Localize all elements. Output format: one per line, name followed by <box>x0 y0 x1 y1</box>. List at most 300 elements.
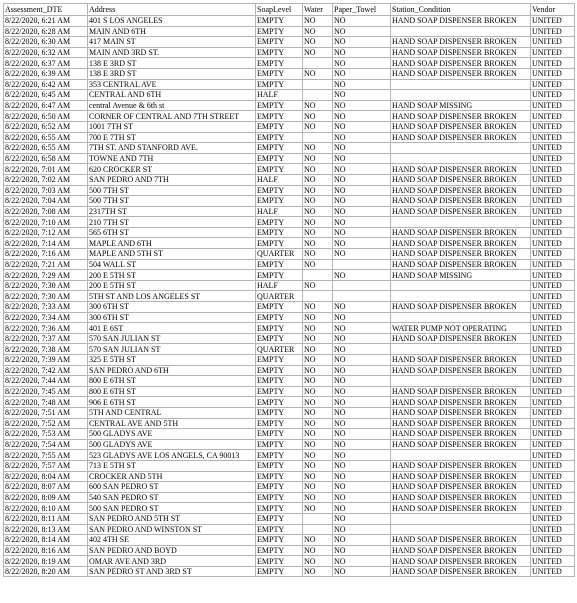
cell-water <box>303 90 333 101</box>
cell-water: NO <box>303 545 333 556</box>
cell-address: SAN PEDRO ST AND 3RD ST <box>88 566 256 577</box>
cell-vendor: UNITED <box>531 249 575 260</box>
cell-soap-level: EMPTY <box>256 227 303 238</box>
cell-water: NO <box>303 535 333 546</box>
cell-vendor: UNITED <box>531 238 575 249</box>
cell-water <box>303 524 333 535</box>
cell-water: NO <box>303 386 333 397</box>
cell-assessment-dte: 8/22/2020, 7:51 AM <box>4 407 88 418</box>
cell-water: NO <box>303 185 333 196</box>
cell-station-condition: HAND SOAP DISPENSER BROKEN <box>391 471 531 482</box>
table-row <box>4 513 575 524</box>
cell-assessment-dte: 8/22/2020, 7:45 AM <box>4 386 88 397</box>
cell-station-condition: HAND SOAP DISPENSER BROKEN <box>391 545 531 556</box>
cell-station-condition: HAND SOAP DISPENSER BROKEN <box>391 460 531 471</box>
table-row <box>4 47 575 58</box>
table-row <box>4 227 575 238</box>
table-row <box>4 270 575 281</box>
cell-vendor: UNITED <box>531 259 575 270</box>
cell-address: 300 6TH ST <box>88 312 256 323</box>
cell-soap-level: EMPTY <box>256 68 303 79</box>
table-row <box>4 249 575 260</box>
cell-paper-towel: NO <box>333 418 391 429</box>
cell-station-condition <box>391 26 531 37</box>
cell-assessment-dte: 8/22/2020, 7:08 AM <box>4 206 88 217</box>
cell-vendor: UNITED <box>531 513 575 524</box>
cell-paper-towel: NO <box>333 482 391 493</box>
cell-assessment-dte: 8/22/2020, 6:55 AM <box>4 143 88 154</box>
cell-water: NO <box>303 429 333 440</box>
cell-assessment-dte: 8/22/2020, 7:53 AM <box>4 429 88 440</box>
cell-soap-level: QUARTER <box>256 344 303 355</box>
cell-station-condition: HAND SOAP DISPENSER BROKEN <box>391 196 531 207</box>
cell-vendor: UNITED <box>531 47 575 58</box>
cell-paper-towel: NO <box>333 111 391 122</box>
cell-soap-level: EMPTY <box>256 418 303 429</box>
cell-vendor: UNITED <box>531 164 575 175</box>
cell-address: 1001 7TH ST <box>88 121 256 132</box>
table-row <box>4 450 575 461</box>
cell-soap-level: EMPTY <box>256 238 303 249</box>
table-row <box>4 217 575 228</box>
cell-address: 417 MAIN ST <box>88 37 256 48</box>
cell-paper-towel: NO <box>333 365 391 376</box>
cell-water: NO <box>303 196 333 207</box>
cell-water: NO <box>303 174 333 185</box>
cell-station-condition: HAND SOAP DISPENSER BROKEN <box>391 259 531 270</box>
cell-station-condition: HAND SOAP DISPENSER BROKEN <box>391 365 531 376</box>
cell-vendor: UNITED <box>531 100 575 111</box>
cell-water: NO <box>303 439 333 450</box>
cell-station-condition <box>391 450 531 461</box>
cell-address: CENTRAL AVE AND 5TH <box>88 418 256 429</box>
cell-soap-level: EMPTY <box>256 153 303 164</box>
cell-assessment-dte: 8/22/2020, 7:48 AM <box>4 397 88 408</box>
cell-soap-level: QUARTER <box>256 291 303 302</box>
table-row <box>4 535 575 546</box>
cell-assessment-dte: 8/22/2020, 7:57 AM <box>4 460 88 471</box>
cell-assessment-dte: 8/22/2020, 6:50 AM <box>4 111 88 122</box>
col-station-condition[interactable]: Station_Condition <box>391 4 531 16</box>
cell-assessment-dte: 8/22/2020, 7:39 AM <box>4 355 88 366</box>
cell-vendor: UNITED <box>531 79 575 90</box>
cell-water: NO <box>303 227 333 238</box>
cell-station-condition <box>391 153 531 164</box>
table-row <box>4 429 575 440</box>
cell-paper-towel: NO <box>333 471 391 482</box>
cell-assessment-dte: 8/22/2020, 7:04 AM <box>4 196 88 207</box>
cell-assessment-dte: 8/22/2020, 7:21 AM <box>4 259 88 270</box>
cell-paper-towel: NO <box>333 312 391 323</box>
cell-vendor: UNITED <box>531 302 575 313</box>
col-address[interactable]: Address <box>88 4 256 16</box>
cell-vendor: UNITED <box>531 450 575 461</box>
col-water[interactable]: Water <box>303 4 333 16</box>
cell-vendor: UNITED <box>531 333 575 344</box>
table-row <box>4 439 575 450</box>
cell-water: NO <box>303 344 333 355</box>
cell-soap-level: HALF <box>256 206 303 217</box>
cell-soap-level: EMPTY <box>256 439 303 450</box>
cell-address: 200 E 5TH ST <box>88 270 256 281</box>
table-row <box>4 100 575 111</box>
col-vendor[interactable]: Vendor <box>531 4 575 16</box>
cell-vendor: UNITED <box>531 291 575 302</box>
cell-water: NO <box>303 302 333 313</box>
cell-address: 5TH AND CENTRAL <box>88 407 256 418</box>
cell-assessment-dte: 8/22/2020, 7:44 AM <box>4 376 88 387</box>
cell-paper-towel: NO <box>333 121 391 132</box>
cell-station-condition: HAND SOAP DISPENSER BROKEN <box>391 407 531 418</box>
cell-station-condition <box>391 280 531 291</box>
cell-assessment-dte: 8/22/2020, 6:55 AM <box>4 132 88 143</box>
cell-station-condition <box>391 217 531 228</box>
cell-address: 401 E 6ST <box>88 323 256 334</box>
table-row <box>4 407 575 418</box>
table-row <box>4 344 575 355</box>
cell-vendor: UNITED <box>531 58 575 69</box>
table-row <box>4 121 575 132</box>
cell-paper-towel: NO <box>333 249 391 260</box>
cell-assessment-dte: 8/22/2020, 7:02 AM <box>4 174 88 185</box>
cell-address: MAPLE AND 6TH <box>88 238 256 249</box>
cell-address: 402 4TH SE <box>88 535 256 546</box>
col-paper-towel[interactable]: Paper_Towel <box>333 4 391 16</box>
cell-assessment-dte: 8/22/2020, 7:34 AM <box>4 312 88 323</box>
cell-water: NO <box>303 259 333 270</box>
cell-address: 210 7TH ST <box>88 217 256 228</box>
cell-station-condition <box>391 143 531 154</box>
cell-paper-towel: NO <box>333 439 391 450</box>
cell-soap-level: EMPTY <box>256 556 303 567</box>
table-row <box>4 132 575 143</box>
cell-vendor: UNITED <box>531 90 575 101</box>
cell-assessment-dte: 8/22/2020, 8:16 AM <box>4 545 88 556</box>
cell-station-condition: HAND SOAP DISPENSER BROKEN <box>391 556 531 567</box>
table-row <box>4 556 575 567</box>
cell-station-condition: HAND SOAP DISPENSER BROKEN <box>391 111 531 122</box>
cell-soap-level: EMPTY <box>256 143 303 154</box>
cell-paper-towel: NO <box>333 503 391 514</box>
table-row <box>4 333 575 344</box>
table-row <box>4 291 575 302</box>
cell-water: NO <box>303 566 333 577</box>
cell-soap-level: EMPTY <box>256 429 303 440</box>
cell-assessment-dte: 8/22/2020, 7:30 AM <box>4 291 88 302</box>
cell-soap-level: EMPTY <box>256 312 303 323</box>
cell-assessment-dte: 8/22/2020, 6:37 AM <box>4 58 88 69</box>
cell-address: 200 E 5TH ST <box>88 280 256 291</box>
cell-station-condition: HAND SOAP DISPENSER BROKEN <box>391 206 531 217</box>
cell-address: central Avenue & 6th st <box>88 100 256 111</box>
cell-water <box>303 513 333 524</box>
cell-soap-level: EMPTY <box>256 397 303 408</box>
cell-water: NO <box>303 482 333 493</box>
table-row <box>4 355 575 366</box>
cell-address: 523 GLADYS AVE LOS ANGELS, CA 90013 <box>88 450 256 461</box>
cell-paper-towel: NO <box>333 217 391 228</box>
cell-vendor: UNITED <box>531 439 575 450</box>
cell-assessment-dte: 8/22/2020, 7:29 AM <box>4 270 88 281</box>
cell-vendor: UNITED <box>531 545 575 556</box>
cell-water: NO <box>303 492 333 503</box>
cell-soap-level: EMPTY <box>256 217 303 228</box>
cell-vendor: UNITED <box>531 26 575 37</box>
cell-soap-level: EMPTY <box>256 37 303 48</box>
cell-assessment-dte: 8/22/2020, 7:12 AM <box>4 227 88 238</box>
table-row <box>4 143 575 154</box>
cell-water <box>303 270 333 281</box>
cell-station-condition: HAND SOAP DISPENSER BROKEN <box>391 386 531 397</box>
cell-vendor: UNITED <box>531 429 575 440</box>
cell-soap-level: EMPTY <box>256 79 303 90</box>
cell-water: NO <box>303 323 333 334</box>
cell-station-condition: HAND SOAP DISPENSER BROKEN <box>391 429 531 440</box>
cell-water: NO <box>303 238 333 249</box>
table-row <box>4 386 575 397</box>
cell-address: TOWNE AND 7TH <box>88 153 256 164</box>
cell-vendor: UNITED <box>531 471 575 482</box>
cell-address: CORNER OF CENTRAL AND 7TH STREET <box>88 111 256 122</box>
assessment-table <box>3 3 575 577</box>
cell-address: 401 S LOS ANGELES <box>88 16 256 27</box>
cell-paper-towel <box>333 291 391 302</box>
cell-soap-level: EMPTY <box>256 450 303 461</box>
cell-address: MAIN AND 3RD ST. <box>88 47 256 58</box>
cell-address: MAPLE AND 5TH ST <box>88 249 256 260</box>
cell-soap-level: EMPTY <box>256 376 303 387</box>
cell-paper-towel: NO <box>333 37 391 48</box>
cell-assessment-dte: 8/22/2020, 8:11 AM <box>4 513 88 524</box>
cell-paper-towel <box>333 280 391 291</box>
cell-station-condition: WATER PUMP NOT OPERATING <box>391 323 531 334</box>
cell-water: NO <box>303 312 333 323</box>
cell-vendor: UNITED <box>531 482 575 493</box>
cell-vendor: UNITED <box>531 312 575 323</box>
cell-soap-level: EMPTY <box>256 365 303 376</box>
cell-soap-level: EMPTY <box>256 524 303 535</box>
cell-paper-towel: NO <box>333 100 391 111</box>
table-row <box>4 302 575 313</box>
cell-soap-level: EMPTY <box>256 259 303 270</box>
cell-station-condition: HAND SOAP DISPENSER BROKEN <box>391 397 531 408</box>
cell-soap-level: EMPTY <box>256 323 303 334</box>
cell-station-condition: HAND SOAP DISPENSER BROKEN <box>391 174 531 185</box>
cell-station-condition: HAND SOAP DISPENSER BROKEN <box>391 37 531 48</box>
cell-paper-towel: NO <box>333 174 391 185</box>
cell-soap-level: EMPTY <box>256 513 303 524</box>
cell-vendor: UNITED <box>531 280 575 291</box>
cell-water: NO <box>303 503 333 514</box>
cell-station-condition: HAND SOAP DISPENSER BROKEN <box>391 164 531 175</box>
cell-assessment-dte: 8/22/2020, 7:42 AM <box>4 365 88 376</box>
cell-water: NO <box>303 407 333 418</box>
cell-vendor: UNITED <box>531 153 575 164</box>
cell-station-condition: HAND SOAP DISPENSER BROKEN <box>391 492 531 503</box>
cell-vendor: UNITED <box>531 492 575 503</box>
cell-address: CENTRAL AND 6TH <box>88 90 256 101</box>
table-row <box>4 206 575 217</box>
table-row <box>4 524 575 535</box>
cell-soap-level: EMPTY <box>256 460 303 471</box>
cell-assessment-dte: 8/22/2020, 8:09 AM <box>4 492 88 503</box>
cell-soap-level: EMPTY <box>256 270 303 281</box>
table-row <box>4 174 575 185</box>
cell-assessment-dte: 8/22/2020, 8:10 AM <box>4 503 88 514</box>
cell-paper-towel: NO <box>333 153 391 164</box>
cell-vendor: UNITED <box>531 344 575 355</box>
cell-water: NO <box>303 418 333 429</box>
cell-water: NO <box>303 397 333 408</box>
cell-soap-level: EMPTY <box>256 333 303 344</box>
table-row <box>4 37 575 48</box>
cell-paper-towel: NO <box>333 164 391 175</box>
cell-assessment-dte: 8/22/2020, 7:01 AM <box>4 164 88 175</box>
cell-paper-towel: NO <box>333 376 391 387</box>
cell-address: 500 GLADYS AVE <box>88 439 256 450</box>
cell-address: 565 6TH ST <box>88 227 256 238</box>
cell-assessment-dte: 8/22/2020, 8:04 AM <box>4 471 88 482</box>
cell-station-condition <box>391 376 531 387</box>
cell-assessment-dte: 8/22/2020, 7:55 AM <box>4 450 88 461</box>
cell-paper-towel: NO <box>333 132 391 143</box>
cell-water: NO <box>303 68 333 79</box>
cell-paper-towel: NO <box>333 556 391 567</box>
cell-assessment-dte: 8/22/2020, 7:33 AM <box>4 302 88 313</box>
cell-address: SAN PEDRO AND 6TH <box>88 365 256 376</box>
table-row <box>4 16 575 27</box>
cell-soap-level: HALF <box>256 280 303 291</box>
cell-paper-towel: NO <box>333 302 391 313</box>
cell-vendor: UNITED <box>531 185 575 196</box>
table-row <box>4 26 575 37</box>
cell-soap-level: EMPTY <box>256 471 303 482</box>
cell-water: NO <box>303 280 333 291</box>
cell-vendor: UNITED <box>531 121 575 132</box>
cell-paper-towel: NO <box>333 227 391 238</box>
cell-station-condition: HAND SOAP DISPENSER BROKEN <box>391 249 531 260</box>
table-row <box>4 482 575 493</box>
col-soap-level[interactable]: SoapLevel <box>256 4 303 16</box>
cell-address: 570 SAN JULIAN ST <box>88 344 256 355</box>
cell-assessment-dte: 8/22/2020, 6:58 AM <box>4 153 88 164</box>
table-row <box>4 365 575 376</box>
table-row <box>4 323 575 334</box>
cell-assessment-dte: 8/22/2020, 8:19 AM <box>4 556 88 567</box>
cell-water: NO <box>303 471 333 482</box>
table-row <box>4 566 575 577</box>
cell-assessment-dte: 8/22/2020, 7:54 AM <box>4 439 88 450</box>
cell-assessment-dte: 8/22/2020, 7:38 AM <box>4 344 88 355</box>
table-row <box>4 58 575 69</box>
cell-address: 713 E 5TH ST <box>88 460 256 471</box>
cell-assessment-dte: 8/22/2020, 6:32 AM <box>4 47 88 58</box>
cell-station-condition: HAND SOAP DISPENSER BROKEN <box>391 418 531 429</box>
cell-water: NO <box>303 16 333 27</box>
cell-paper-towel: NO <box>333 196 391 207</box>
cell-address: 5TH ST AND LOS ANGELES ST <box>88 291 256 302</box>
cell-address: 504 WALL ST <box>88 259 256 270</box>
cell-station-condition: HAND SOAP MISSING <box>391 270 531 281</box>
cell-paper-towel: NO <box>333 333 391 344</box>
cell-assessment-dte: 8/22/2020, 6:45 AM <box>4 90 88 101</box>
cell-vendor: UNITED <box>531 355 575 366</box>
cell-paper-towel: NO <box>333 429 391 440</box>
cell-station-condition: HAND SOAP DISPENSER BROKEN <box>391 566 531 577</box>
table-row <box>4 164 575 175</box>
cell-paper-towel: NO <box>333 90 391 101</box>
cell-vendor: UNITED <box>531 37 575 48</box>
cell-address: 2317TH ST <box>88 206 256 217</box>
cell-soap-level: EMPTY <box>256 535 303 546</box>
cell-paper-towel: NO <box>333 513 391 524</box>
cell-paper-towel: NO <box>333 344 391 355</box>
table-body <box>4 16 575 577</box>
cell-vendor: UNITED <box>531 196 575 207</box>
cell-soap-level: EMPTY <box>256 58 303 69</box>
cell-vendor: UNITED <box>531 535 575 546</box>
cell-soap-level: EMPTY <box>256 482 303 493</box>
cell-water: NO <box>303 143 333 154</box>
cell-water: NO <box>303 217 333 228</box>
cell-station-condition: HAND SOAP DISPENSER BROKEN <box>391 227 531 238</box>
table-row <box>4 90 575 101</box>
table-row <box>4 397 575 408</box>
cell-vendor: UNITED <box>531 566 575 577</box>
cell-address: 700 E 7TH ST <box>88 132 256 143</box>
cell-paper-towel: NO <box>333 206 391 217</box>
cell-vendor: UNITED <box>531 68 575 79</box>
cell-vendor: UNITED <box>531 323 575 334</box>
cell-soap-level: EMPTY <box>256 16 303 27</box>
cell-soap-level: HALF <box>256 174 303 185</box>
cell-address: 800 E 6TH ST <box>88 386 256 397</box>
cell-paper-towel: NO <box>333 407 391 418</box>
cell-vendor: UNITED <box>531 227 575 238</box>
cell-assessment-dte: 8/22/2020, 8:14 AM <box>4 535 88 546</box>
cell-station-condition: HAND SOAP DISPENSER BROKEN <box>391 439 531 450</box>
cell-paper-towel: NO <box>333 524 391 535</box>
cell-soap-level: EMPTY <box>256 566 303 577</box>
header-row <box>4 4 575 16</box>
cell-soap-level: EMPTY <box>256 196 303 207</box>
cell-water: NO <box>303 365 333 376</box>
cell-soap-level: EMPTY <box>256 386 303 397</box>
cell-paper-towel: NO <box>333 47 391 58</box>
cell-paper-towel: NO <box>333 16 391 27</box>
col-assessment-dte[interactable]: Assessment_DTE <box>4 4 88 16</box>
cell-vendor: UNITED <box>531 143 575 154</box>
cell-vendor: UNITED <box>531 111 575 122</box>
cell-assessment-dte: 8/22/2020, 6:47 AM <box>4 100 88 111</box>
cell-assessment-dte: 8/22/2020, 7:52 AM <box>4 418 88 429</box>
cell-water: NO <box>303 355 333 366</box>
cell-assessment-dte: 8/22/2020, 6:39 AM <box>4 68 88 79</box>
cell-address: SAN PEDRO AND 7TH <box>88 174 256 185</box>
cell-soap-level: EMPTY <box>256 164 303 175</box>
cell-water: NO <box>303 47 333 58</box>
cell-paper-towel: NO <box>333 397 391 408</box>
cell-address: 800 E 6TH ST <box>88 376 256 387</box>
cell-address: 906 E 6TH ST <box>88 397 256 408</box>
cell-water: NO <box>303 164 333 175</box>
cell-address: 500 GLADYS AVE <box>88 429 256 440</box>
cell-station-condition: HAND SOAP DISPENSER BROKEN <box>391 16 531 27</box>
cell-station-condition: HAND SOAP DISPENSER BROKEN <box>391 58 531 69</box>
cell-water: NO <box>303 460 333 471</box>
cell-water: NO <box>303 450 333 461</box>
cell-paper-towel <box>333 259 391 270</box>
